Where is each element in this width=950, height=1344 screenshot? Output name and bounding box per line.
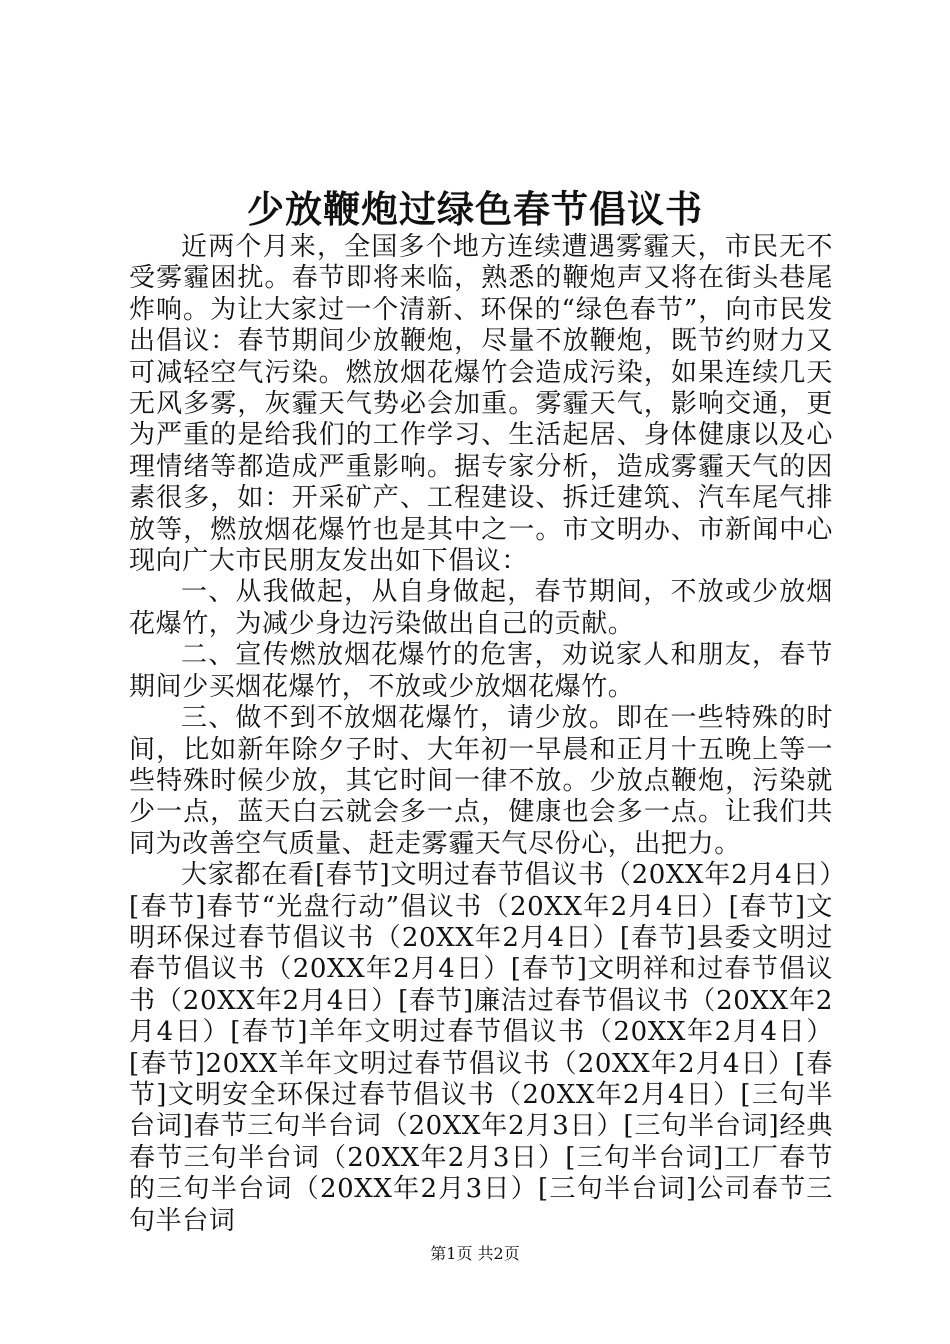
paragraph-proposal-3: 三、做不到不放烟花爆竹，请少放。即在一些特殊的时间，比如新年除夕子时、大年初一早晨和正月十五晚上等一些特殊时候少放，其它时间一律不放。少放点鞭炮，污染就少一点，蓝天白云就会多一点，健康也会多一点。让我们共同为改善空气质量、赶走雾霾天气尽份心，出把力。	[129, 703, 833, 859]
page-footer: 第1页 共2页	[430, 1244, 520, 1263]
paragraph-proposal-2: 二、宣传燃放烟花爆竹的危害，劝说家人和朋友，春节期间少买烟花爆竹，不放或少放烟花爆竹。	[129, 640, 833, 702]
paragraph-intro: 近两个月来，全国多个地方连续遭遇雾霾天，市民无不受雾霾困扰。春节即将来临，熟悉的鞭炮声又将在街头巷尾炸响。为让大家过一个清新、环保的“绿色春节”，向市民发出倡议：春节期间少放鞭炮，尽量不放鞭炮，既节约财力又可减轻空气污染。燃放烟花爆竹会造成污染，如果连续几天无风多雾，灰霾天气势必会加重。雾霾天气，影响交通，更为严重的是给我们的工作学习、生活起居、身体健康以及心理情绪等都造成严重影响。据专家分析，造成雾霾天气的因素很多，如：开采矿产、工程建设、拆迁建筑、汽车尾气排放等，燃放烟花爆竹也是其中之一。市文明办、市新闻中心现向广大市民朋友发出如下倡议：	[129, 232, 833, 577]
paragraph-related-links: 大家都在看[春节]文明过春节倡议书（20XX年2月4日）[春节]春节“光盘行动”倡议书（20XX年2月4日）[春节]文明环保过春节倡议书（20XX年2月4日）[春节]县委文明过春节倡议书（20XX年2月4日）[春节]文明祥和过春节倡议书（20XX年2月4日）[春节]廉洁过春节倡议书（20XX年2月4日）[春节]羊年文明过春节倡议书（20XX年2月4日）[春节]20XX羊年文明过春节倡议书（20XX年2月4日）[春节]文明安全环保过春节倡议书（20XX年2月4日）[三句半台词]春节三句半台词（20XX年2月3日）[三句半台词]经典春节三句半台词（20XX年2月3日）[三句半台词]工厂春节的三句半台词（20XX年2月3日）[三句半台词]公司春节三句半台词	[129, 860, 833, 1236]
document-body	[129, 232, 833, 1237]
document-title: 少放鞭炮过绿色春节倡议书	[247, 187, 703, 231]
paragraph-proposal-1: 一、从我做起，从自身做起，春节期间，不放或少放烟花爆竹，为减少身边污染做出自己的贡献。	[129, 577, 833, 639]
